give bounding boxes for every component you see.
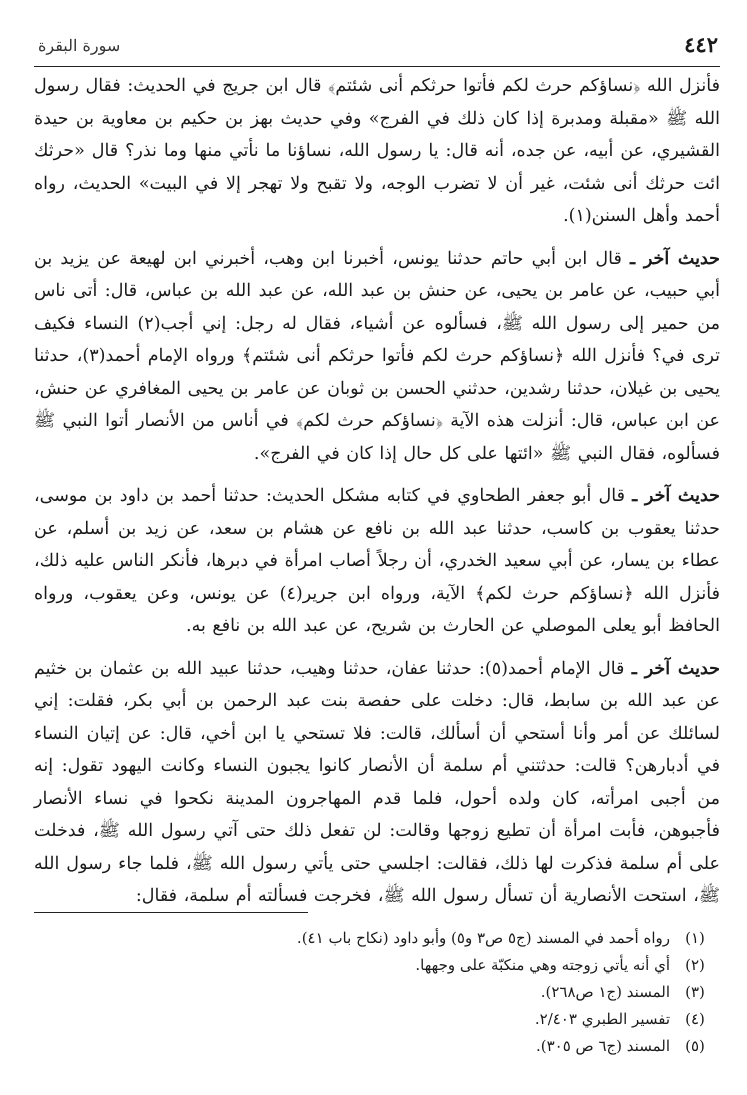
page bbox=[34, 0, 720, 1095]
footnote bbox=[34, 1033, 720, 1060]
paragraph bbox=[34, 480, 720, 643]
paragraph bbox=[34, 243, 720, 471]
footnote-text: المسند (ج٦ ص ٣٠٥). bbox=[535, 1037, 670, 1055]
paragraph-text: قال الإمام أحمد(٥): حدثنا عفان، حدثنا وهيب، حدثنا عبيد الله بن عثمان بن خثيم عن عبد الله بن سابط، قال: دخلت على حفصة بنت عبد الرحمن بن أبي بكر، فقلت: إني لسائلك عن أمر وأنا أستحي أن أسألك، قالت: فلا تستحي يا ابن أخي، قال: عن إتيان النساء في أدبارهن؟ قالت: حدثتني أم سلمة أن الأنصار كانوا يجبون النساء وكانت اليهود تقول: إنه من أجبى امرأته، كان ولده أحول، فلما قدم المهاجرون المدينة نكحوا في نساء الأنصار فأجبوهن، فأبت امرأة أن تطيع زوجها وقالت: لن تفعل ذلك حتى آتي رسول الله ﷺ، فدخلت على أم سلمة فذكرت لها ذلك، فقالت: اجلسي حتى يأتي رسول الله ﷺ، فلما جاء رسول الله ﷺ، استحت الأنصارية أن تسأل رسول الله ﷺ، فخرجت فسألته أم سلمة، فقال: bbox=[34, 658, 720, 906]
footnote-number: (٤) bbox=[685, 1010, 705, 1028]
footnote-text: المسند (ج١ ص٢٦٨). bbox=[540, 983, 670, 1001]
main-text bbox=[34, 70, 720, 923]
footnote bbox=[34, 1006, 720, 1033]
paragraph bbox=[34, 70, 720, 233]
header-divider bbox=[34, 66, 720, 67]
footnote-number: (٣) bbox=[685, 983, 705, 1001]
footnote-text: رواه أحمد في المسند (ج٥ ص٣ و٥) وأبو داود (نكاح باب ٤١). bbox=[296, 929, 670, 947]
footnote-text: تفسير الطبري ٢/٤٠٣. bbox=[534, 1010, 670, 1028]
paragraph-lead: حديث آخر ـ bbox=[632, 486, 720, 506]
footnote-number: (٢) bbox=[685, 956, 705, 974]
page-header bbox=[34, 30, 720, 64]
footnote bbox=[34, 979, 720, 1006]
paragraph-text: فأنزل الله ﴿نساؤكم حرث لكم فأتوا حرثكم أنى شئتم﴾ قال ابن جريج في الحديث: فقال رسول الله ﷺ «مقبلة ومدبرة إذا كان ذلك في الفرج» وفي حديث بهز بن حكيم بن معاوية بن حيدة القشيري، عن أبيه، عن جده، أنه قال: يا رسول الله، نساؤنا ما نأتي منها وما نذر؟ قال «حرثك ائت حرثك أنى شئت، غير أن لا تضرب الوجه، ولا تقبح ولا تهجر إلا في البيت» الحديث، رواه أحمد وأهل السنن(١). bbox=[34, 76, 720, 226]
paragraph bbox=[34, 653, 720, 913]
paragraph-lead: حديث آخر ـ bbox=[630, 248, 720, 269]
footnote bbox=[34, 925, 720, 952]
footnotes bbox=[34, 925, 720, 1060]
surah-title: سورة البقرة bbox=[38, 36, 121, 55]
paragraph-lead: حديث آخر ـ bbox=[631, 658, 720, 679]
footnote-text: أي أنه يأتي زوجته وهي منكبّة على وجهها. bbox=[415, 956, 670, 974]
page-number: ٤٤٢ bbox=[684, 32, 718, 57]
footnotes-divider bbox=[34, 912, 308, 913]
footnote-number: (٥) bbox=[685, 1037, 705, 1055]
paragraph-text: قال أبو جعفر الطحاوي في كتابه مشكل الحديث: حدثنا أحمد بن داود بن موسى، حدثنا يعقوب بن كاسب، حدثنا عبد الله بن نافع عن هشام بن سعد، عن زيد بن أسلم، عن عطاء بن يسار، عن أبي سعيد الخدري، أن رجلاً أصاب امرأة في دبرها، فأنكر الناس عليه ذلك، فأنزل الله ﴿نساؤكم حرث لكم﴾ الآية، ورواه ابن جرير(٤) عن يونس، وعن يعقوب، ورواه الحافظ أبو يعلى الموصلي عن الحارث بن شريح، عن عبد الله بن نافع به. bbox=[34, 486, 720, 636]
footnote-number: (١) bbox=[685, 929, 705, 947]
footnote bbox=[34, 952, 720, 979]
paragraph-text: قال ابن أبي حاتم حدثنا يونس، أخبرنا ابن وهب، أخبرني ابن لهيعة عن يزيد بن أبي حبيب، عن عامر بن يحيى، عن حنش بن عبد الله، عن عبد الله بن عباس، قال: أتى ناس من حمير إلى رسول الله ﷺ، فسألوه عن أشياء، فقال له رجل: إني أجب(٢) النساء فكيف ترى في؟ فأنزل الله ﴿نساؤكم حرث لكم فأتوا حرثكم أنى شئتم﴾ ورواه الإمام أحمد(٣)، حدثنا يحيى بن غيلان، حدثنا رشدين، حدثني الحسن بن ثوبان عن عامر بن يحيى المغافري عن حنش، عن ابن عباس، قال: أنزلت هذه الآية ﴿نساؤكم حرث لكم﴾ في أناس من الأنصار أتوا النبي ﷺ فسألوه، فقال النبي ﷺ «ائتها على كل حال إذا كان في الفرج». bbox=[34, 248, 721, 464]
